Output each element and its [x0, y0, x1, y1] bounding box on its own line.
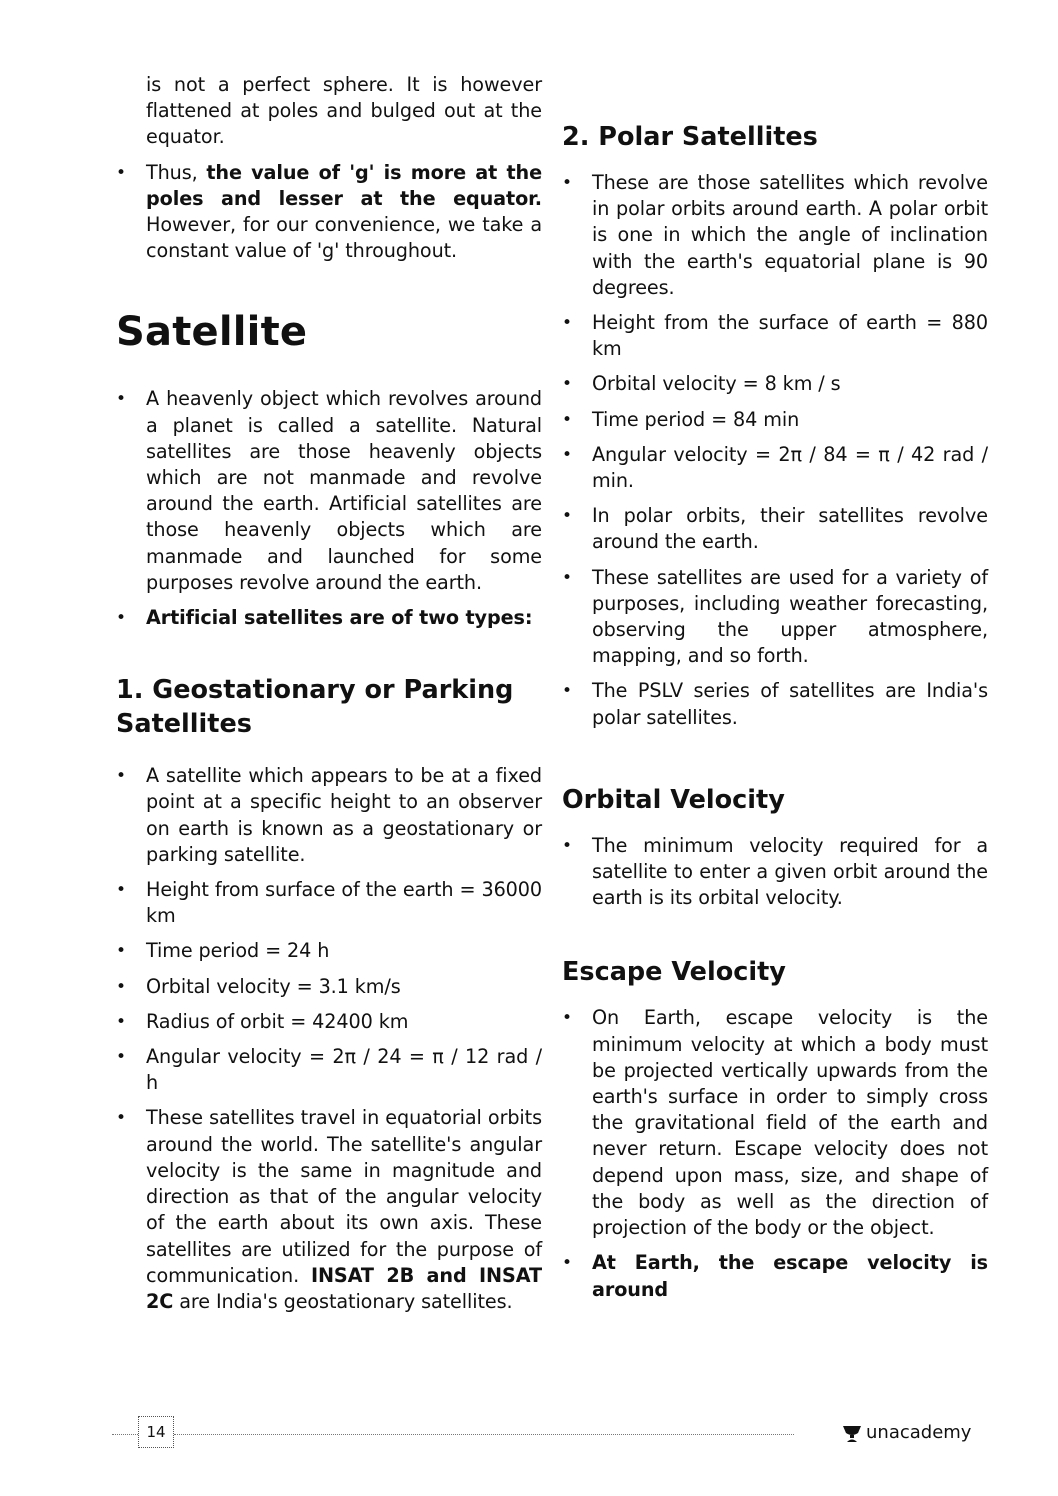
unacademy-logo-icon: [842, 1423, 862, 1443]
satellite-list: [116, 386, 542, 631]
list-item: • These satellites travel in equatorial orbits around the world. The satellite's angular velocity is the same in magnitude and direction as that of the angular velocity of the earth about its own axis. These satellites are utilized for the purpose of communication. INSAT 2B and INSAT 2C are India's geostationary satellites.: [116, 1105, 542, 1315]
intro-continuation: is not a perfect sphere. It is however flattened at poles and bulged out at the equator.: [146, 73, 542, 149]
satellite-definition: • A heavenly object which revolves around a planet is called a satellite. Natural satellites are those heavenly objects which are not manmade and revolve around the earth. Artificial satellites are those heavenly objects which are manmade and launched for some purposes revolve around the earth.: [116, 386, 542, 596]
brand-logo: [842, 1422, 971, 1443]
geostationary-heading: 1. Geostationary or Parking Satellites: [116, 675, 514, 740]
list-item: • In polar orbits, their satellites revolve around the earth.: [562, 503, 988, 555]
orbital-velocity-heading: Orbital Velocity: [562, 784, 785, 815]
list-item: • Radius of orbit = 42400 km: [116, 1009, 542, 1035]
brand-name: unacademy: [866, 1422, 972, 1443]
footer-rule-right: [174, 1434, 794, 1435]
left-column: [116, 72, 542, 1324]
list-item: • Time period = 24 h: [116, 938, 542, 964]
list-item: • Angular velocity = 2π / 24 = π / 12 rad / h: [116, 1044, 542, 1096]
list-item: • The minimum velocity required for a satellite to enter a given orbit around the earth is its orbital velocity.: [562, 833, 988, 912]
orbital-velocity-list: [562, 833, 988, 912]
footer-rule-left: [112, 1434, 138, 1435]
satellite-types: • Artificial satellites are of two types:: [116, 605, 542, 631]
intro-bullet: • Thus, the value of 'g' is more at the poles and lesser at the equator. However, for our convenience, we take a constant value of 'g' throughout.: [116, 160, 542, 265]
list-item: • On Earth, escape velocity is the minimum velocity at which a body must be projected vertically upwards from the earth's surface in order to simply cross the gravitational field of the earth and never return. Escape velocity does not depend upon mass, size, and shape of the body as well as the direction of projection of the body or the object.: [562, 1005, 988, 1241]
list-item: • These are those satellites which revolve in polar orbits around earth. A polar orbit is one in which the angle of inclination with the earth's equatorial plane is 90 degrees.: [562, 170, 988, 301]
intro-list: [116, 72, 542, 264]
list-item: • Height from surface of the earth = 36000 km: [116, 877, 542, 929]
geostationary-list: [116, 763, 542, 1315]
list-item: • Time period = 84 min: [562, 407, 988, 433]
polar-list: [562, 170, 988, 731]
list-item: • Orbital velocity = 8 km / s: [562, 371, 988, 397]
polar-heading: 2. Polar Satellites: [562, 122, 818, 152]
right-column: [562, 120, 988, 1312]
list-item: • Height from the surface of earth = 880 km: [562, 310, 988, 362]
escape-velocity-list: [562, 1005, 988, 1302]
list-item: • Orbital velocity = 3.1 km/s: [116, 974, 542, 1000]
satellite-heading: Satellite: [116, 309, 308, 356]
list-item: • A satellite which appears to be at a fixed point at a specific height to an observer on earth is known as a geostationary or parking satellite.: [116, 763, 542, 868]
escape-velocity-heading: Escape Velocity: [562, 957, 786, 988]
list-item: • At Earth, the escape velocity is around: [562, 1250, 988, 1302]
page-number: 14: [138, 1416, 174, 1448]
list-item: • The PSLV series of satellites are India's polar satellites.: [562, 678, 988, 730]
list-item: • These satellites are used for a variety of purposes, including weather forecasting, observing the upper atmosphere, mapping, and so forth.: [562, 565, 988, 670]
list-item: • Angular velocity = 2π / 84 = π / 42 rad / min.: [562, 442, 988, 494]
